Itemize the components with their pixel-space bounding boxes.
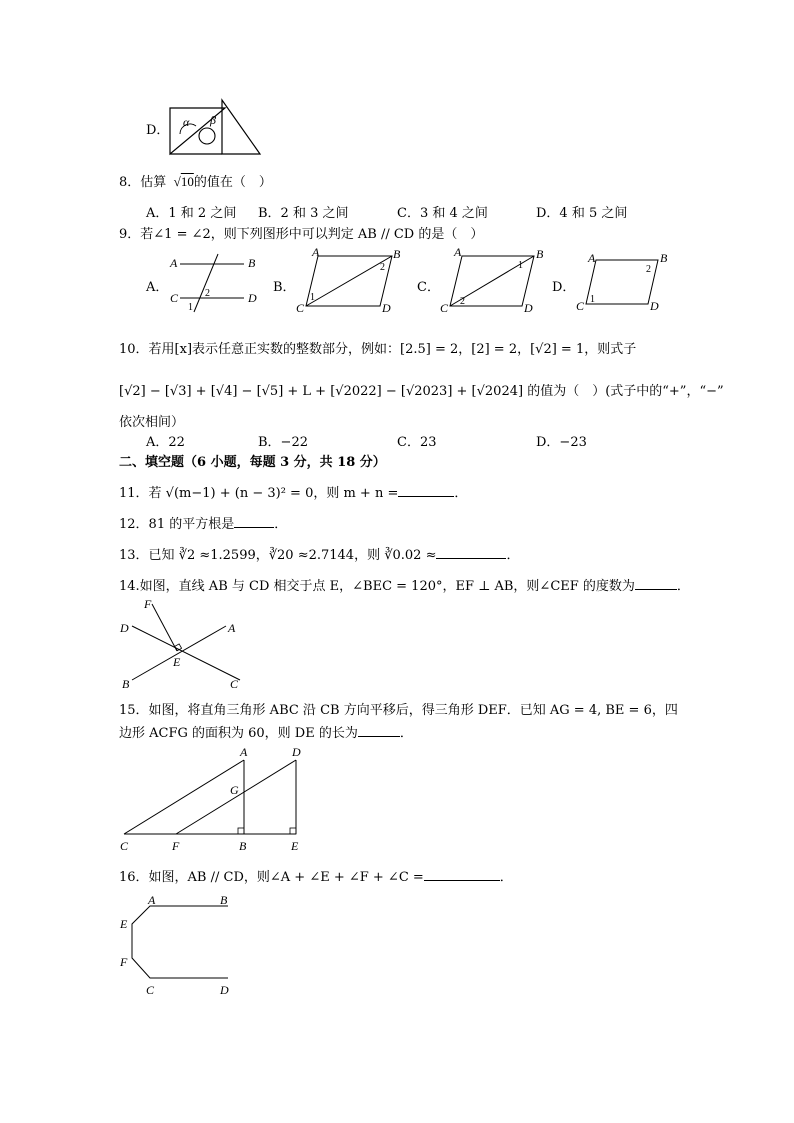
q14-label-B: B: [122, 677, 130, 691]
q8-stem-suffix: 的值在（ ）: [193, 175, 272, 190]
q14-label-C: C: [230, 677, 239, 691]
q16-label-E: E: [120, 917, 128, 931]
q9b-label-D: D: [382, 301, 391, 315]
q14-label-A: A: [228, 621, 236, 635]
q16-figure: [116, 890, 246, 1002]
q15-label-E: E: [291, 839, 299, 853]
q9-option-a-label[interactable]: A．: [146, 280, 169, 295]
q12-line: [119, 513, 287, 532]
q15-label-D: D: [292, 745, 301, 759]
q10-line-1: 10．若用[x]表示任意正实数的整数部分，例如：[2.5] = 2，[2] = 2，[√2] = 1，则式子: [119, 342, 637, 357]
q14-figure: [118, 596, 248, 692]
q14-end: ．: [676, 579, 690, 594]
q16-label-F: F: [120, 955, 128, 969]
q9b-label-1: 1: [310, 292, 315, 303]
q16-label-D: D: [220, 983, 229, 997]
q15-figure: [116, 746, 316, 856]
q8-option-a[interactable]: A．1 和 2 之间: [146, 206, 237, 221]
q14-label-F: F: [144, 597, 152, 611]
q9a-label-A: A: [170, 256, 178, 270]
q13-end: ．: [506, 548, 520, 563]
q10-line-3: 依次相间）: [119, 415, 185, 430]
section-2-title: 二、填空题（6 小题，每题 3 分，共 18 分）: [119, 455, 386, 470]
q14-line: [119, 575, 690, 594]
q8-option-d[interactable]: D．4 和 5 之间: [536, 206, 628, 221]
q12-end: ．: [274, 517, 288, 532]
q14-label-D: D: [120, 621, 129, 635]
q9a-label-2: 2: [205, 288, 210, 299]
q8-radical: √10: [170, 174, 194, 189]
q9d-label-A: A: [588, 251, 596, 265]
q15-stem-2: 边形 ACFG 的面积为 60，则 DE 的长为: [119, 726, 358, 741]
q9c-label-1: 1: [518, 260, 523, 271]
q16-label-C: C: [146, 983, 155, 997]
q14-answer-blank[interactable]: [635, 577, 677, 590]
q8-option-b[interactable]: B．2 和 3 之间: [258, 206, 349, 221]
q16-answer-blank[interactable]: [424, 868, 500, 881]
q9-option-b-label[interactable]: B．: [273, 280, 296, 295]
q9a-label-1: 1: [188, 302, 193, 313]
q9c-label-C: C: [440, 301, 449, 315]
q9-figure-d: [576, 248, 672, 314]
q9-figure-a: [168, 250, 268, 316]
q16-stem: 16．如图，AB // CD，则∠A + ∠E + ∠F + ∠C =: [119, 870, 424, 885]
q12-stem: 12．81 的平方根是: [119, 517, 235, 532]
q9b-label-C: C: [296, 301, 305, 315]
q9c-label-A: A: [454, 245, 462, 259]
q7-option-d-figure: [160, 96, 270, 158]
q15-answer-blank[interactable]: [358, 724, 400, 737]
q15-label-F: F: [172, 839, 180, 853]
q7-beta-label: β: [210, 113, 216, 127]
q9a-label-B: B: [248, 256, 256, 270]
q14-stem: 14.如图，直线 AB 与 CD 相交于点 E，∠BEC = 120°，EF ⊥ AB，则∠CEF 的度数为: [119, 579, 635, 594]
q15-line-1: 15．如图，将直角三角形 ABC 沿 CB 方向平移后，得三角形 DEF．已知 AG = 4, BE = 6，四: [119, 703, 678, 718]
q16-end: ．: [499, 870, 513, 885]
q9d-label-1: 1: [590, 294, 595, 305]
q7-alpha-label: α: [183, 115, 190, 129]
q9-option-c-label[interactable]: C．: [417, 280, 440, 295]
q9b-label-2: 2: [380, 262, 385, 273]
q9c-label-2: 2: [460, 296, 465, 307]
q16-line: [119, 866, 513, 885]
q9-option-d-label[interactable]: D．: [552, 280, 576, 295]
q9b-label-A: A: [312, 245, 320, 259]
q16-label-B: B: [220, 893, 228, 907]
q16-label-A: A: [148, 893, 156, 907]
q11-line: [119, 482, 467, 501]
q10-option-b[interactable]: B．−22: [258, 435, 308, 450]
q15-label-A: A: [240, 745, 248, 759]
q11-answer-blank[interactable]: [398, 484, 454, 497]
q9d-label-B: B: [660, 251, 668, 265]
q15-label-G: G: [230, 783, 239, 797]
q7-option-d-label: D．: [146, 123, 170, 138]
q8-stem: [119, 171, 272, 190]
q15-line-2: [119, 722, 413, 741]
q10-option-c[interactable]: C．23: [397, 435, 437, 450]
q15-end: ．: [399, 726, 413, 741]
q9d-label-2: 2: [646, 264, 651, 275]
q9d-label-D: D: [650, 299, 659, 313]
q10-option-a[interactable]: A．22: [146, 435, 185, 450]
q8-stem-prefix: 8．估算: [119, 175, 167, 190]
q11-end: ．: [454, 486, 468, 501]
q9a-label-D: D: [248, 291, 257, 305]
q10-option-d[interactable]: D．−23: [536, 435, 587, 450]
q11-stem: 11．若 √(m−1) + (n − 3)² = 0，则 m + n =: [119, 486, 399, 501]
q9d-label-C: C: [576, 299, 585, 313]
q8-radicand: 10: [180, 174, 194, 189]
q15-label-B: B: [239, 839, 247, 853]
q9b-label-B: B: [393, 247, 401, 261]
q9-stem: 9．若∠1 = ∠2，则下列图形中可以判定 AB // CD 的是（ ）: [119, 227, 484, 242]
q12-answer-blank[interactable]: [234, 515, 274, 528]
q13-line: [119, 544, 519, 563]
q9c-label-B: B: [536, 247, 544, 261]
q14-label-E: E: [173, 655, 181, 669]
q9-figure-b: [296, 245, 406, 315]
q9-figure-c: [440, 245, 550, 315]
q10-line-2: [√2] − [√3] + [√4] − [√5] + L + [√2022] − [√2023] + [√2024] 的值为（ ）(式子中的“+”，“−”: [119, 384, 724, 399]
q13-answer-blank[interactable]: [436, 546, 506, 559]
q9a-label-C: C: [170, 291, 179, 305]
q15-label-C: C: [120, 839, 129, 853]
q8-option-c[interactable]: C．3 和 4 之间: [397, 206, 488, 221]
q9c-label-D: D: [524, 301, 533, 315]
q13-stem: 13．已知 ∛2 ≈1.2599，∛20 ≈2.7144，则 ∛0.02 ≈: [119, 548, 437, 563]
